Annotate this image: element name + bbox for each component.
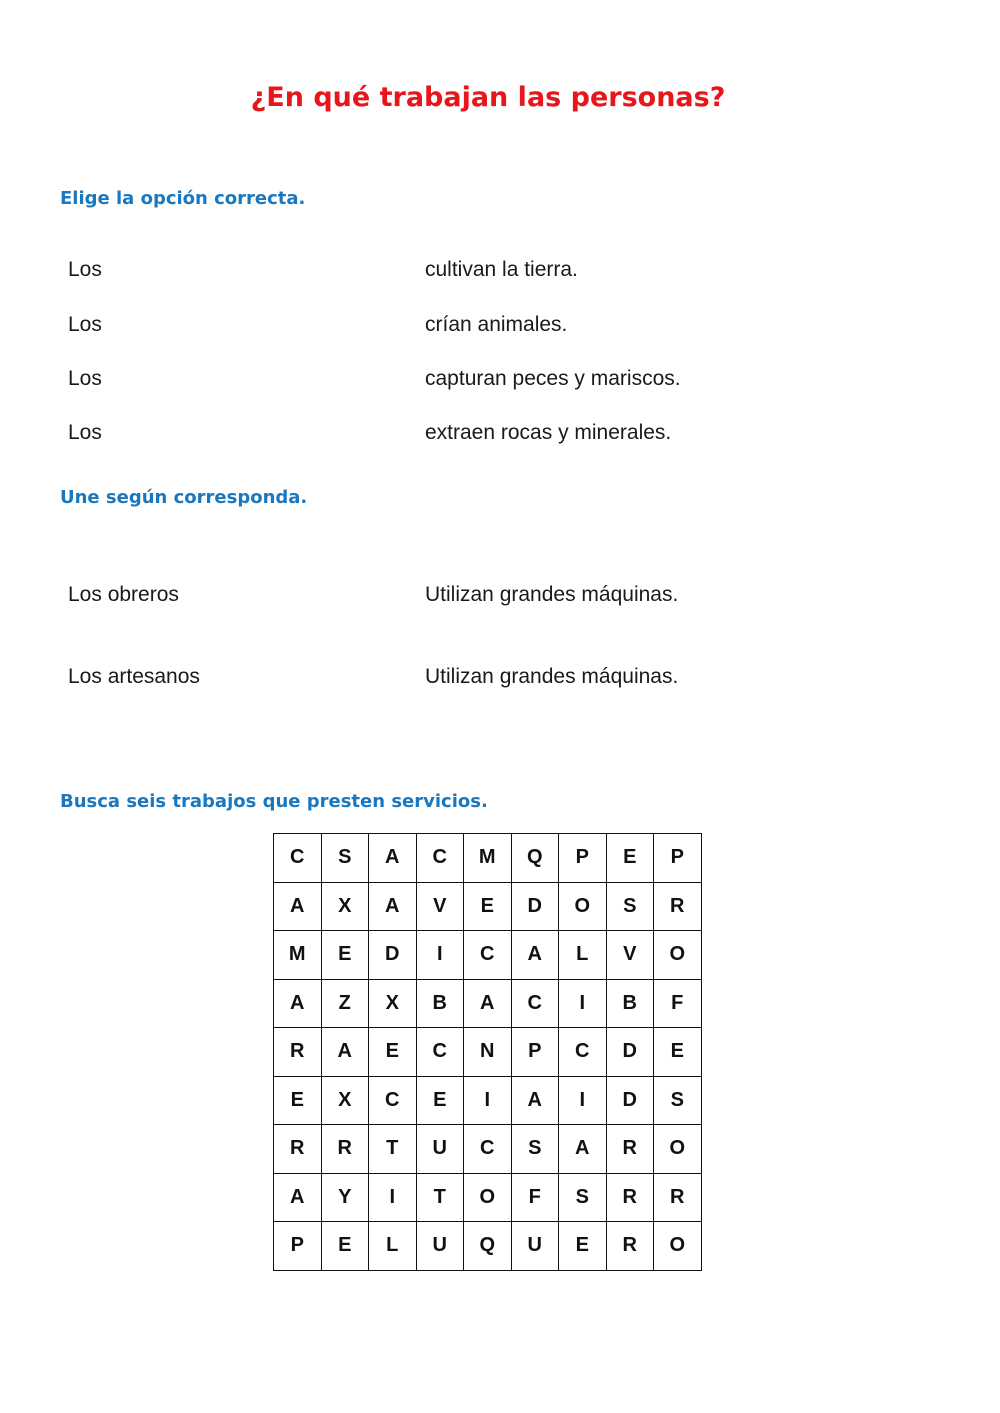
word-search-cell[interactable]: C [511,979,559,1028]
word-search-cell[interactable]: R [606,1125,654,1174]
word-search-cell[interactable]: E [274,1076,322,1125]
word-search-cell[interactable]: A [369,882,417,931]
word-search-cell[interactable]: A [511,1076,559,1125]
word-search-cell[interactable]: L [559,931,607,980]
word-search-cell[interactable]: C [274,834,322,883]
word-search-row [274,1125,702,1174]
word-search-cell[interactable]: E [606,834,654,883]
word-search-cell[interactable]: R [606,1222,654,1271]
word-search-cell[interactable]: O [654,931,702,980]
match-row-description: Utilizan grandes máquinas. [425,665,679,688]
word-search-grid [273,833,702,1271]
word-search-cell[interactable]: R [274,1125,322,1174]
word-search-cell[interactable]: U [416,1222,464,1271]
choice-row-subject: Los [68,313,102,336]
choice-row-predicate: cultivan la tierra. [425,258,578,281]
word-search-cell[interactable]: C [416,1028,464,1077]
word-search-cell[interactable]: R [654,1173,702,1222]
word-search-cell[interactable]: A [274,882,322,931]
word-search-cell[interactable]: C [464,1125,512,1174]
word-search-cell[interactable]: S [654,1076,702,1125]
match-row [0,583,1000,613]
word-search-row [274,882,702,931]
word-search-cell[interactable]: Q [464,1222,512,1271]
word-search-cell[interactable]: Y [321,1173,369,1222]
word-search-cell[interactable]: Z [321,979,369,1028]
word-search-cell[interactable]: C [559,1028,607,1077]
word-search-cell[interactable]: M [464,834,512,883]
word-search-cell[interactable]: I [369,1173,417,1222]
page-title: ¿En qué trabajan las personas? [250,82,726,113]
choice-row [0,367,1000,397]
match-row-subject: Los obreros [68,583,179,606]
word-search-cell[interactable]: T [369,1125,417,1174]
word-search-cell[interactable]: D [369,931,417,980]
word-search-cell[interactable]: A [559,1125,607,1174]
word-search-cell[interactable]: S [321,834,369,883]
word-search-row [274,1222,702,1271]
word-search-cell[interactable]: A [464,979,512,1028]
word-search-cell[interactable]: P [559,834,607,883]
word-search-cell[interactable]: U [511,1222,559,1271]
word-search-cell[interactable]: A [274,979,322,1028]
word-search-cell[interactable]: O [559,882,607,931]
word-search-cell[interactable]: A [321,1028,369,1077]
word-search-cell[interactable]: C [464,931,512,980]
word-search-cell[interactable]: R [274,1028,322,1077]
word-search-cell[interactable]: O [654,1125,702,1174]
choice-row [0,421,1000,451]
word-search-cell[interactable]: I [559,979,607,1028]
word-search-cell[interactable]: E [321,931,369,980]
word-search-cell[interactable]: D [511,882,559,931]
match-row-subject: Los artesanos [68,665,200,688]
word-search-cell[interactable]: R [606,1173,654,1222]
word-search-cell[interactable]: C [416,834,464,883]
choice-row-predicate: crían animales. [425,313,568,336]
word-search-cell[interactable]: P [654,834,702,883]
word-search-cell[interactable]: V [416,882,464,931]
word-search-cell[interactable]: S [559,1173,607,1222]
word-search-cell[interactable]: C [369,1076,417,1125]
word-search-cell[interactable]: E [416,1076,464,1125]
word-search-cell[interactable]: O [464,1173,512,1222]
word-search-cell[interactable]: E [321,1222,369,1271]
word-search-cell[interactable]: R [321,1125,369,1174]
word-search-cell[interactable]: B [416,979,464,1028]
word-search-cell[interactable]: X [369,979,417,1028]
word-search-cell[interactable]: L [369,1222,417,1271]
word-search-cell[interactable]: P [511,1028,559,1077]
word-search-cell[interactable]: X [321,1076,369,1125]
word-search-cell[interactable]: X [321,882,369,931]
word-search-cell[interactable]: M [274,931,322,980]
choice-row-predicate: extraen rocas y minerales. [425,421,672,444]
section-heading-word-search: Busca seis trabajos que presten servicios. [60,791,488,812]
word-search-row [274,931,702,980]
match-row-description: Utilizan grandes máquinas. [425,583,679,606]
word-search-cell[interactable]: A [274,1173,322,1222]
choice-row-subject: Los [68,421,102,444]
word-search-row [274,1076,702,1125]
choice-row [0,313,1000,343]
word-search-cell[interactable]: A [369,834,417,883]
word-search-cell[interactable]: E [559,1222,607,1271]
word-search-cell[interactable]: O [654,1222,702,1271]
word-search-cell[interactable]: D [606,1028,654,1077]
word-search-row [274,1028,702,1077]
word-search-cell[interactable]: F [511,1173,559,1222]
word-search-cell[interactable]: V [606,931,654,980]
word-search-cell[interactable]: U [416,1125,464,1174]
word-search-cell[interactable]: A [511,931,559,980]
word-search-cell[interactable]: E [464,882,512,931]
word-search-cell[interactable]: I [416,931,464,980]
word-search-cell[interactable]: T [416,1173,464,1222]
match-row [0,665,1000,695]
choice-row-predicate: capturan peces y mariscos. [425,367,681,390]
word-search-cell[interactable]: S [606,882,654,931]
word-search-cell[interactable]: R [654,882,702,931]
choice-row-subject: Los [68,367,102,390]
section-heading-choose-option: Elige la opción correcta. [60,188,306,209]
word-search-cell[interactable]: D [606,1076,654,1125]
word-search-cell[interactable]: N [464,1028,512,1077]
choice-row-subject: Los [68,258,102,281]
section-heading-match: Une según corresponda. [60,487,308,508]
choice-row [0,258,1000,288]
word-search-cell[interactable]: S [511,1125,559,1174]
word-search-row [274,834,702,883]
word-search-cell[interactable]: P [274,1222,322,1271]
word-search-cell[interactable]: I [464,1076,512,1125]
word-search-cell[interactable]: I [559,1076,607,1125]
word-search-cell[interactable]: F [654,979,702,1028]
word-search-cell[interactable]: Q [511,834,559,883]
word-search-cell[interactable]: B [606,979,654,1028]
word-search-row [274,979,702,1028]
word-search-cell[interactable]: E [654,1028,702,1077]
word-search-row [274,1173,702,1222]
word-search-cell[interactable]: E [369,1028,417,1077]
